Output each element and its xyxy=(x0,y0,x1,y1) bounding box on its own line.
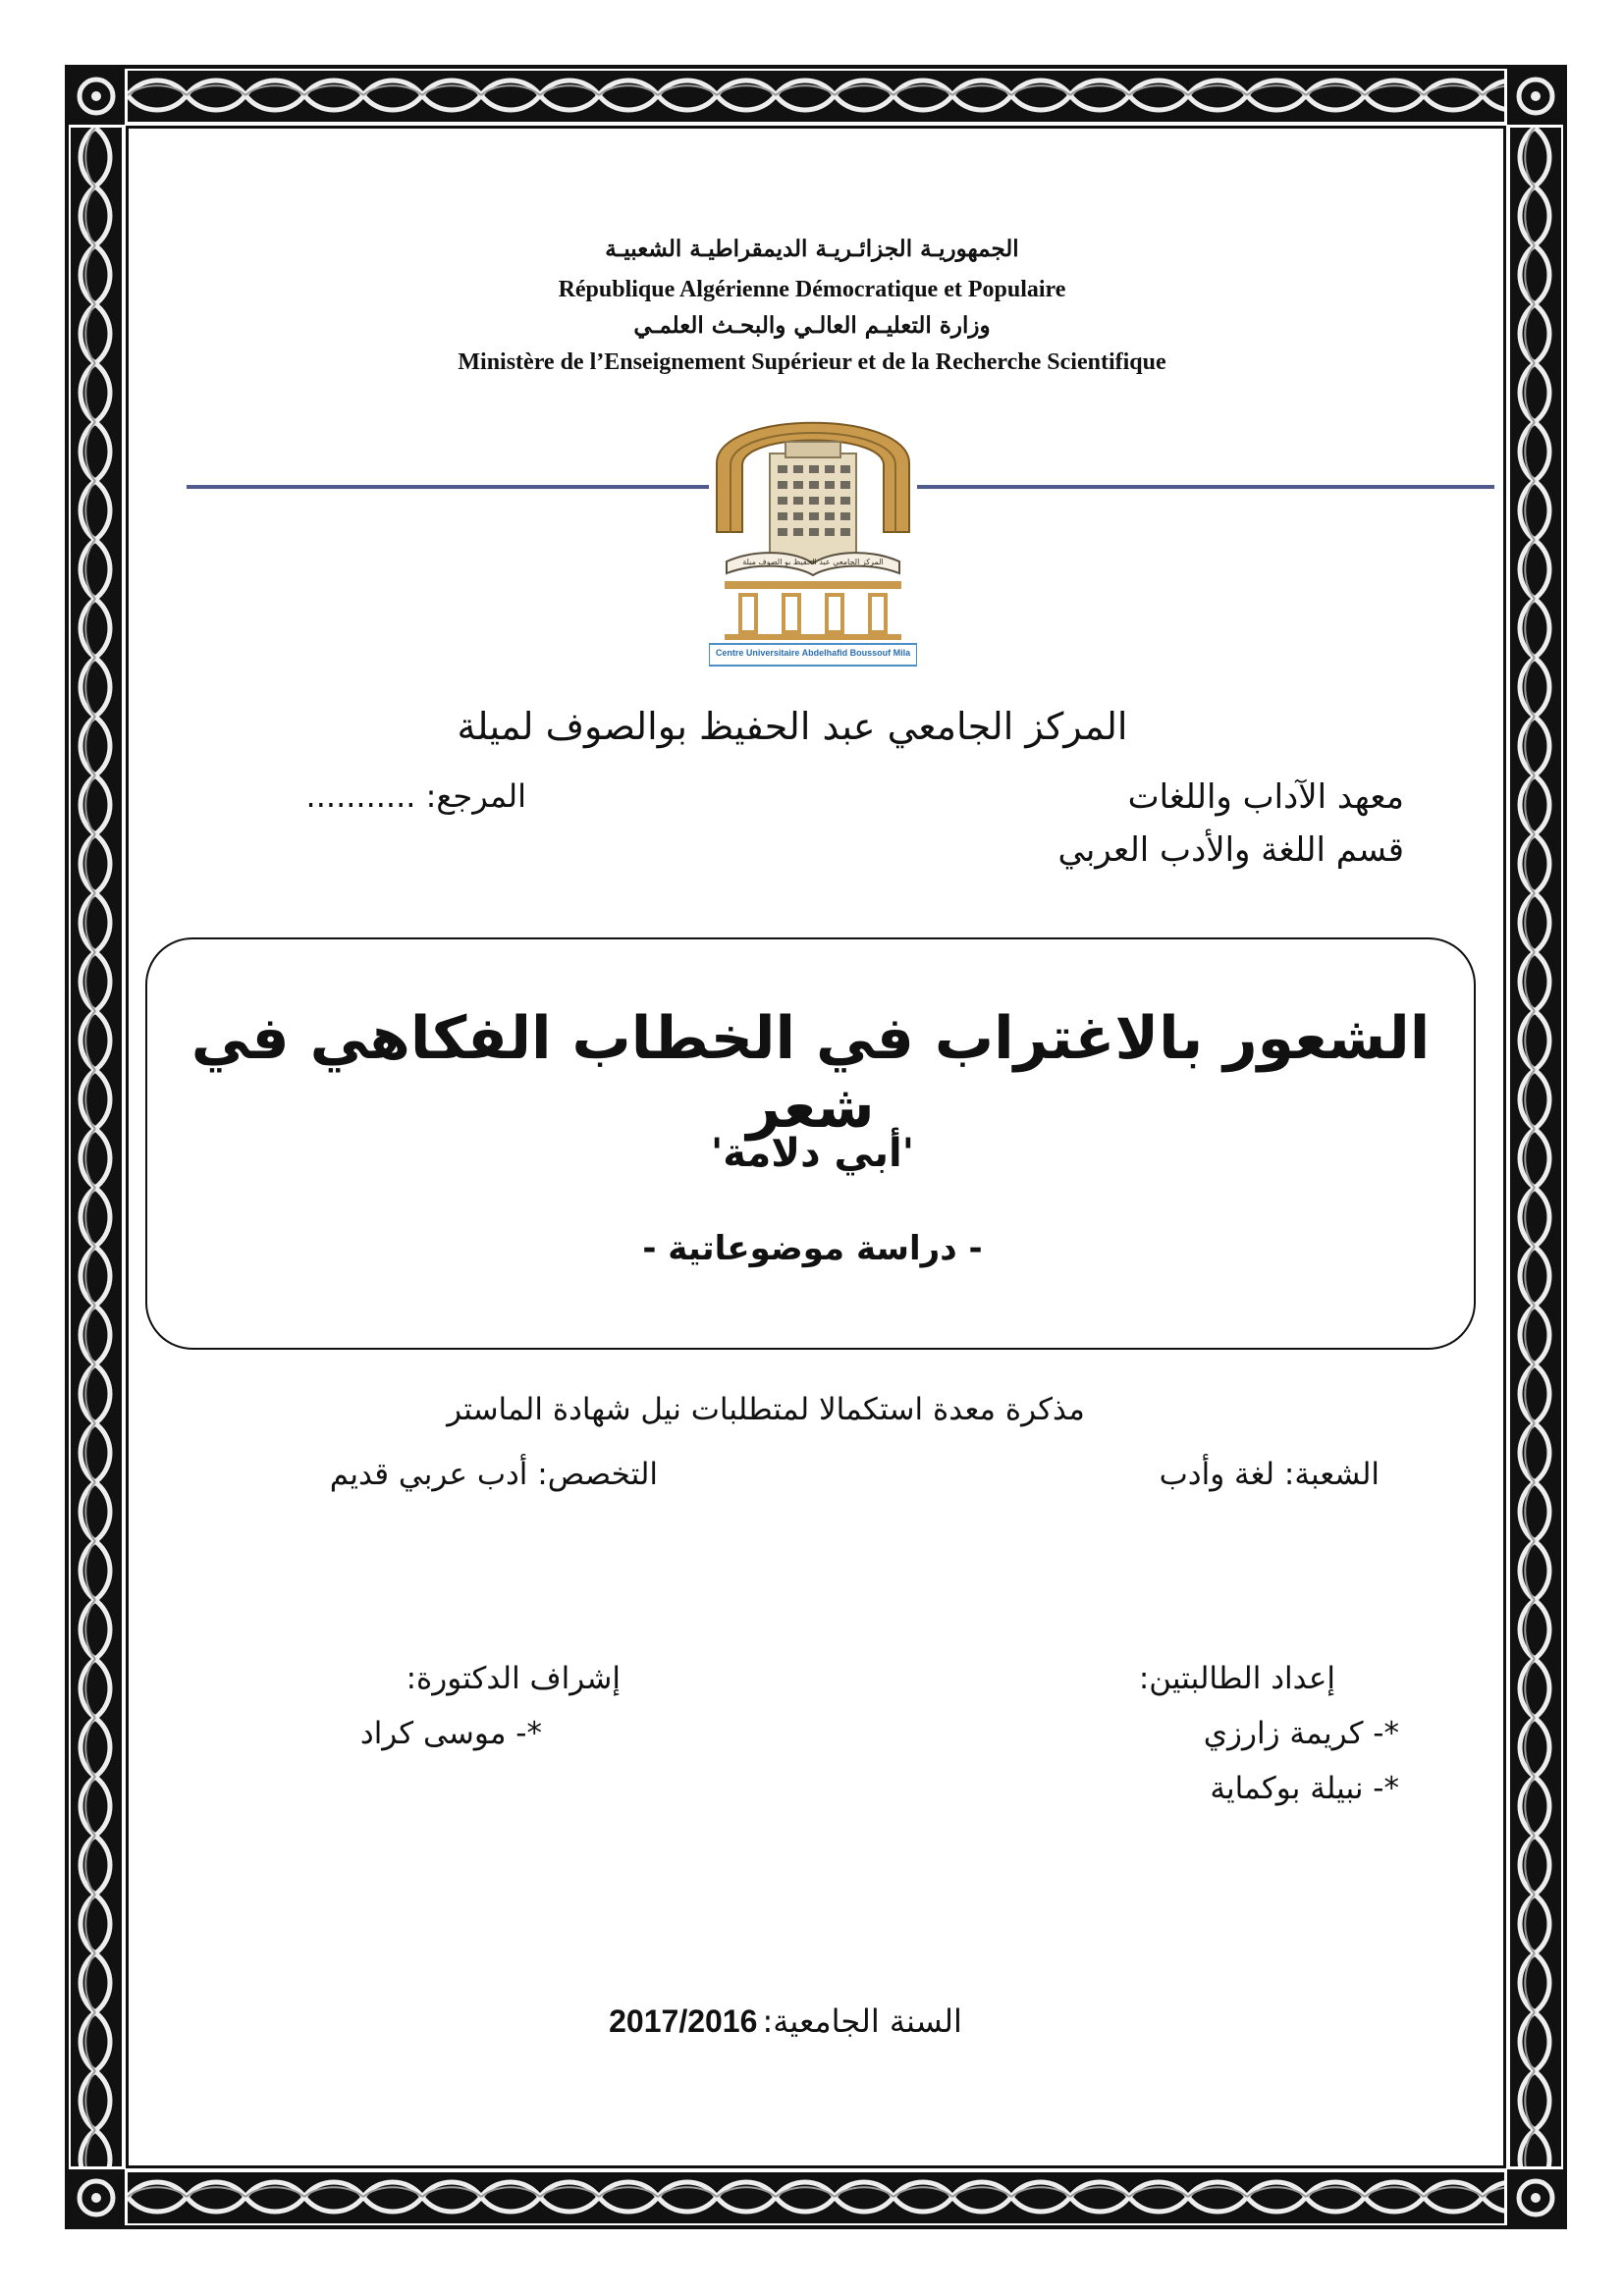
corner-ornament-top-left xyxy=(68,68,125,125)
title-box xyxy=(145,937,1476,1350)
border-bottom xyxy=(128,2172,1504,2223)
university-logo xyxy=(709,385,917,667)
logo-caption: Centre Universitaire Abdelhafid Boussouf Mila xyxy=(715,648,911,658)
student-name-2: *- نبيلة بوكماية xyxy=(1210,1771,1399,1806)
academic-year xyxy=(393,2002,1178,2040)
corner-ornament-bottom-left xyxy=(68,2169,125,2226)
supervisor-name: *- موسى كراد xyxy=(359,1716,542,1751)
specialty: التخصص: أدب عربي قديم xyxy=(329,1457,658,1492)
republic-arabic: الجمهوريـة الجزائـريـة الديمقراطيـة الشعبيـة xyxy=(605,236,1019,262)
thesis-title: الشعور بالاغتراب في الخطاب الفكاهي في شعر xyxy=(190,1004,1431,1142)
border-left xyxy=(71,128,122,2166)
ministry-french: Ministère de l’Enseignement Supérieur et de la Recherche Scientifique xyxy=(458,349,1166,375)
reference-label: المرجع: xyxy=(425,777,526,815)
supervisor-label: إشراف الدكتورة: xyxy=(406,1661,621,1696)
poet-name: 'أبي دلامة' xyxy=(711,1131,914,1176)
corner-ornament-bottom-right xyxy=(1507,2169,1564,2226)
republic-french: République Algérienne Démocratique et Populaire xyxy=(558,277,1066,302)
academic-year-label: السنة الجامعية: xyxy=(762,2002,962,2040)
branch: الشعبة: لغة وأدب xyxy=(1159,1457,1380,1492)
ministry-arabic: وزارة التعليـم العالـي والبحـث العلمـي xyxy=(633,312,991,339)
reference-line xyxy=(281,777,526,815)
reference-value: ........... xyxy=(305,777,416,815)
institute-name: معهد الآداب واللغات xyxy=(1127,777,1404,817)
logo-arc-text: المركز الجامعي عبد الحفيظ بو الصوف ميلة xyxy=(742,558,884,566)
thesis-purpose: مذكرة معدة استكمالا لمتطلبات نيل شهادة الماستر xyxy=(447,1392,1085,1427)
border-right xyxy=(1510,128,1561,2166)
study-type: - دراسة موضوعاتية - xyxy=(642,1229,983,1268)
border-top xyxy=(128,71,1504,122)
student-name-1: *- كريمة زارزي xyxy=(1203,1716,1399,1751)
academic-year-value: 2017/2016 xyxy=(609,2003,758,2039)
department-name: قسم اللغة والأدب العربي xyxy=(1057,830,1404,870)
university-center-name: المركز الجامعي عبد الحفيظ بوالصوف لميلة xyxy=(457,705,1128,748)
students-label: إعداد الطالبتين: xyxy=(1138,1661,1335,1696)
corner-ornament-top-right xyxy=(1507,68,1564,125)
